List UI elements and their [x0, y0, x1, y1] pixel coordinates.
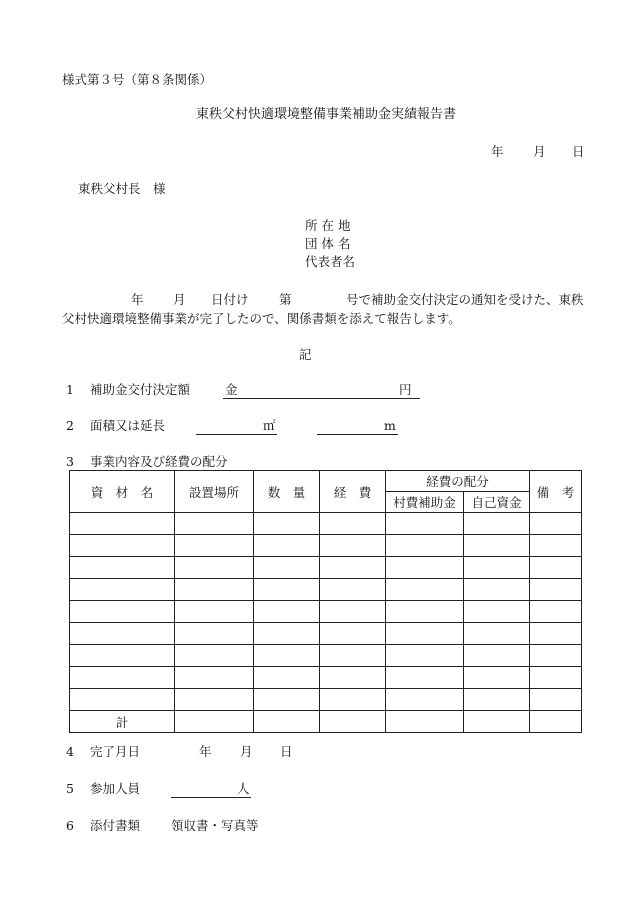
participants-unit: 人 — [237, 781, 250, 796]
body-year: 年 — [131, 292, 144, 307]
table-row — [70, 535, 582, 557]
table-row — [70, 667, 582, 689]
header-location: 設置場所 — [175, 471, 254, 513]
applicant-address-label: 所 在 地 — [305, 218, 351, 233]
subsidy-amount-field[interactable] — [223, 382, 420, 399]
body-line2: 父村快適環境整備事業が完了したので、関係書類を添えて報告します。 — [62, 311, 461, 326]
total-label: 計 — [70, 711, 175, 733]
amount-prefix: 金 — [225, 382, 238, 397]
table-row — [70, 579, 582, 601]
date-day: 日 — [572, 144, 585, 159]
completion-day: 日 — [280, 744, 293, 759]
header-own-funds: 自己資金 — [464, 492, 530, 513]
item-5-number: 5 — [66, 781, 74, 796]
table-row — [70, 557, 582, 579]
item-4-label: 完了月日 — [90, 744, 141, 759]
table-row — [70, 689, 582, 711]
addressee: 東秩父村長 様 — [78, 181, 166, 196]
participants-field[interactable] — [171, 781, 251, 798]
applicant-representative-label: 代表者名 — [305, 254, 356, 269]
item-3-label: 事業内容及び経費の配分 — [90, 454, 228, 469]
applicant-group-label: 団 体 名 — [305, 236, 351, 251]
completion-month: 月 — [240, 744, 253, 759]
item-6-number: 6 — [66, 818, 74, 833]
date-year: 年 — [491, 144, 504, 159]
amount-unit: 円 — [399, 382, 412, 397]
item-5-label: 参加人員 — [90, 781, 141, 796]
body-dated: 日付け — [211, 292, 249, 307]
area-field[interactable] — [196, 418, 277, 435]
header-remarks: 備 考 — [530, 471, 582, 513]
body-rest: 号で補助金交付決定の通知を受けた、東秩 — [346, 292, 584, 307]
date-month: 月 — [533, 144, 546, 159]
item-2-label: 面積又は延長 — [90, 418, 166, 433]
table-row — [70, 623, 582, 645]
document-title: 東秩父村快適環境整備事業補助金実績報告書 — [196, 107, 457, 122]
item-1-number: 1 — [66, 382, 74, 397]
area-unit: ㎡ — [263, 418, 276, 433]
table-row — [70, 601, 582, 623]
header-material: 資 材 名 — [70, 471, 175, 513]
cost-allocation-table — [69, 470, 582, 733]
header-village-subsidy: 村費補助金 — [386, 492, 464, 513]
header-cost: 経 費 — [320, 471, 386, 513]
item-3-number: 3 — [66, 454, 74, 469]
table-total-row — [70, 711, 582, 733]
table-row — [70, 513, 582, 535]
length-field[interactable] — [317, 418, 398, 435]
header-allocation: 経費の配分 — [386, 471, 530, 492]
body-month: 月 — [173, 292, 186, 307]
length-unit: m — [384, 418, 396, 433]
completion-year: 年 — [199, 744, 212, 759]
table-body — [70, 513, 582, 733]
table-row — [70, 645, 582, 667]
item-1-label: 補助金交付決定額 — [90, 382, 191, 397]
ki-heading: 記 — [299, 347, 312, 362]
body-dai: 第 — [279, 292, 292, 307]
header-quantity: 数 量 — [254, 471, 320, 513]
item-2-number: 2 — [66, 418, 74, 433]
item-6-label: 添付書類 — [90, 818, 141, 833]
attachments-value: 領収書・写真等 — [171, 818, 259, 833]
form-number: 様式第３号（第８条関係） — [62, 72, 213, 87]
item-4-number: 4 — [66, 744, 74, 759]
